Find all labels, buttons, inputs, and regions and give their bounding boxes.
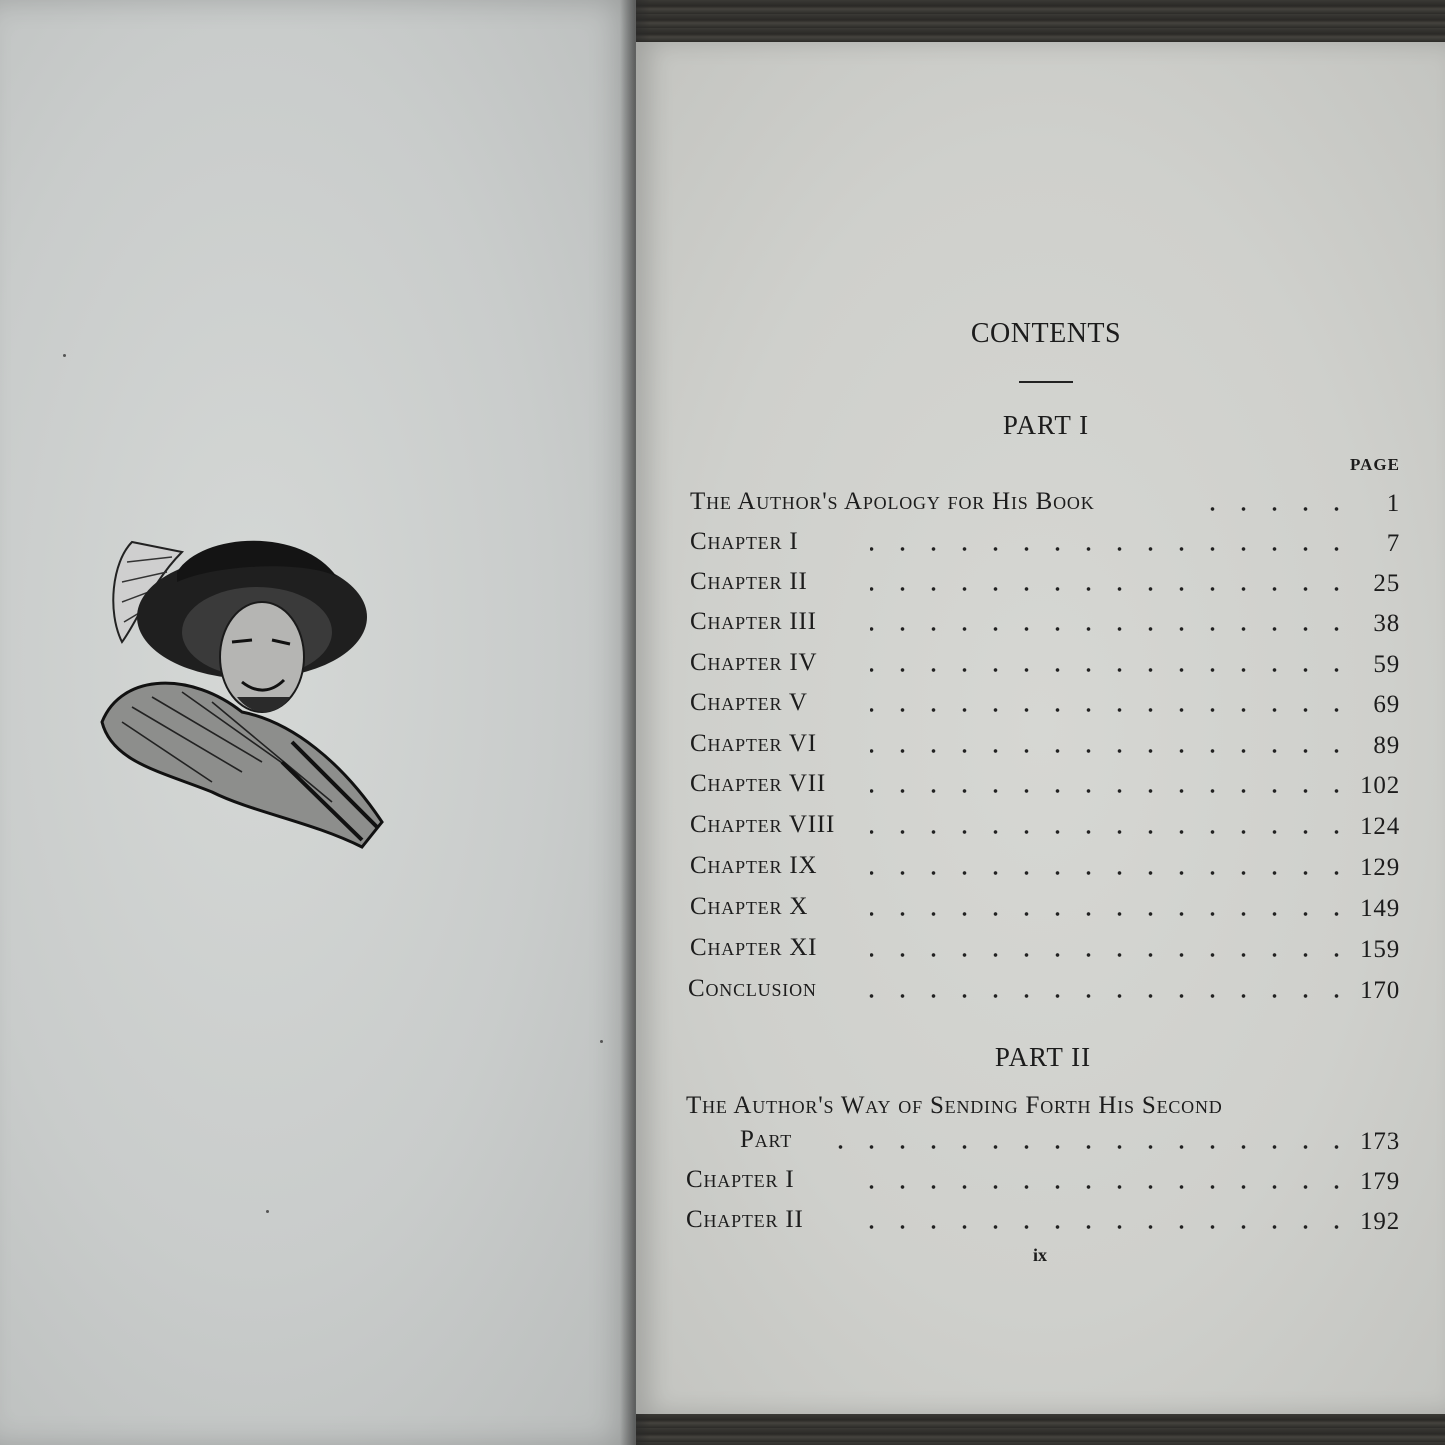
portrait-illustration xyxy=(92,522,388,852)
part2-heading: PART II xyxy=(994,1042,1092,1072)
leader-dots xyxy=(866,1182,1352,1192)
leader-dots xyxy=(870,786,1352,796)
toc-entry-title: Chapter I xyxy=(686,1166,795,1193)
toc-entry xyxy=(690,643,1400,681)
toc-entry-title: Chapter VII xyxy=(690,770,826,797)
toc-entry-title: Chapter I xyxy=(690,528,799,555)
toc-entry-page: 149 xyxy=(1360,895,1400,922)
leader-dots xyxy=(870,584,1352,594)
toc-entry-title: Chapter IV xyxy=(690,649,818,676)
toc-entry-page: 69 xyxy=(1373,691,1400,718)
toc-entry xyxy=(690,887,1400,925)
toc-entry-title-line1: The Author's Way of Sending Forth His Second xyxy=(686,1092,1223,1119)
toc-entry-page: 38 xyxy=(1373,610,1400,637)
toc-entry-page: 89 xyxy=(1373,732,1400,759)
leader-dots xyxy=(870,624,1352,634)
toc-entry-title: Chapter X xyxy=(690,893,809,920)
toc-entry xyxy=(690,562,1400,600)
toc-entry-title: Chapter VI xyxy=(690,730,817,757)
toc-entry-page: 159 xyxy=(1360,936,1400,963)
toc-entry-page: 59 xyxy=(1373,651,1400,678)
toc-entry xyxy=(690,846,1400,884)
toc-entry-title: The Author's Apology for His Book xyxy=(690,488,1095,515)
page-folio: ix xyxy=(1032,1245,1047,1265)
toc-entry-page: 25 xyxy=(1373,570,1400,597)
toc-entry-page: 173 xyxy=(1360,1128,1400,1155)
toc-entry xyxy=(690,522,1400,560)
toc-entry xyxy=(690,482,1400,520)
leader-dots xyxy=(870,868,1352,878)
toc-entry xyxy=(740,1120,1400,1158)
toc-entry-page: 7 xyxy=(1386,530,1400,557)
paper-speck xyxy=(63,354,66,357)
leader-dots xyxy=(870,665,1352,675)
toc-entry xyxy=(690,724,1400,762)
toc-entry-page: 124 xyxy=(1360,813,1400,840)
part1-heading: PART I xyxy=(1002,410,1090,440)
title-divider xyxy=(1019,381,1073,383)
toc-entry-page: 102 xyxy=(1360,772,1400,799)
leader-dots xyxy=(1210,504,1352,514)
toc-entry-title: Chapter IX xyxy=(690,852,818,879)
page-column-label: PAGE xyxy=(1350,455,1400,474)
leader-dots xyxy=(870,544,1352,554)
paper-speck xyxy=(600,1040,603,1043)
leader-dots xyxy=(870,909,1352,919)
leader-dots xyxy=(870,950,1352,960)
toc-entry-title: Chapter XI xyxy=(690,934,818,961)
toc-entry-title: Conclusion xyxy=(688,975,817,1002)
leader-dots xyxy=(870,746,1352,756)
toc-entry xyxy=(686,1200,1400,1238)
toc-entry xyxy=(686,1160,1400,1198)
toc-entry-page: 1 xyxy=(1386,490,1400,517)
leader-dots xyxy=(870,827,1352,837)
toc-entry xyxy=(690,928,1400,966)
left-page xyxy=(0,0,636,1445)
toc-entry-page: 129 xyxy=(1360,854,1400,881)
toc-entry-title: Chapter II xyxy=(686,1206,804,1233)
leader-dots xyxy=(868,991,1352,1001)
leader-dots xyxy=(830,1142,1352,1152)
toc-entry xyxy=(690,683,1400,721)
toc-entry xyxy=(690,764,1400,802)
toc-entry-title: Chapter II xyxy=(690,568,808,595)
toc-entry-page: 192 xyxy=(1360,1208,1400,1235)
toc-entry xyxy=(690,805,1400,843)
toc-entry-page: 179 xyxy=(1360,1168,1400,1195)
leader-dots xyxy=(866,1222,1352,1232)
toc-entry-title: Part xyxy=(740,1126,793,1153)
contents-title: CONTENTS xyxy=(970,318,1122,349)
toc-entry-title: Chapter V xyxy=(690,689,808,716)
paper-speck xyxy=(266,1210,269,1213)
toc-entry-title: Chapter III xyxy=(690,608,817,635)
toc-entry-title: Chapter VIII xyxy=(690,811,836,838)
toc-entry-page: 170 xyxy=(1360,977,1400,1004)
toc-entry xyxy=(690,602,1400,640)
toc-entry xyxy=(688,969,1400,1007)
leader-dots xyxy=(870,705,1352,715)
